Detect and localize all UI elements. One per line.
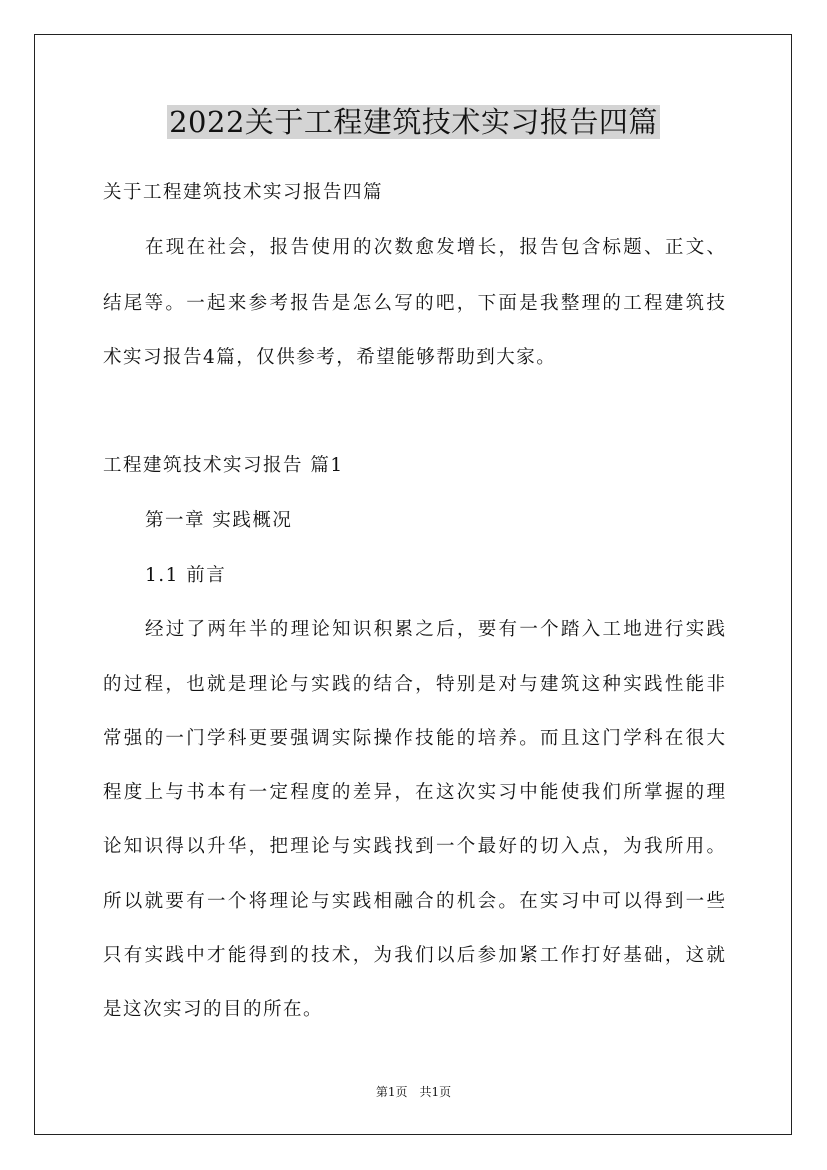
document-title <box>0 102 827 142</box>
intro-line-2: 结尾等。一起来参考报告是怎么写的吧，下面是我整理的工程建筑技 <box>103 293 725 314</box>
body-line-8: 是这次实习的目的所在。 <box>103 999 324 1020</box>
body-line-2: 的过程，也就是理论与实践的结合，特别是对与建筑这种实践性能非 <box>103 674 725 695</box>
document-title-text: 2022关于工程建筑技术实习报告四篇 <box>169 105 658 139</box>
body-line-3: 常强的一门学科更要强调实际操作技能的培养。而且这门学科在很大 <box>103 728 725 749</box>
subsection-heading: 1.1 前言 <box>145 565 227 586</box>
body-line-6: 所以就要有一个将理论与实践相融合的机会。在实习中可以得到一些 <box>103 891 725 912</box>
body-line-1: 经过了两年半的理论知识积累之后，要有一个踏入工地进行实践 <box>145 619 725 640</box>
chapter-heading: 第一章 实践概况 <box>145 510 293 531</box>
document-subtitle: 关于工程建筑技术实习报告四篇 <box>103 182 384 203</box>
body-line-4: 程度上与书本有一定程度的差异，在这次实习中能使我们所掌握的理 <box>103 782 725 803</box>
body-line-5: 论知识得以升华，把理论与实践找到一个最好的切入点，为我所用。 <box>103 836 725 857</box>
page-footer: 第1页 共1页 <box>375 1085 452 1099</box>
body-line-7: 只有实践中才能得到的技术，为我们以后参加紧工作打好基础，这就 <box>103 945 725 966</box>
section-heading: 工程建筑技术实习报告 篇1 <box>103 455 344 476</box>
intro-line-3: 术实习报告4篇，仅供参考，希望能够帮助到大家。 <box>103 347 557 368</box>
intro-line-1: 在现在社会，报告使用的次数愈发增长，报告包含标题、正文、 <box>145 237 725 258</box>
